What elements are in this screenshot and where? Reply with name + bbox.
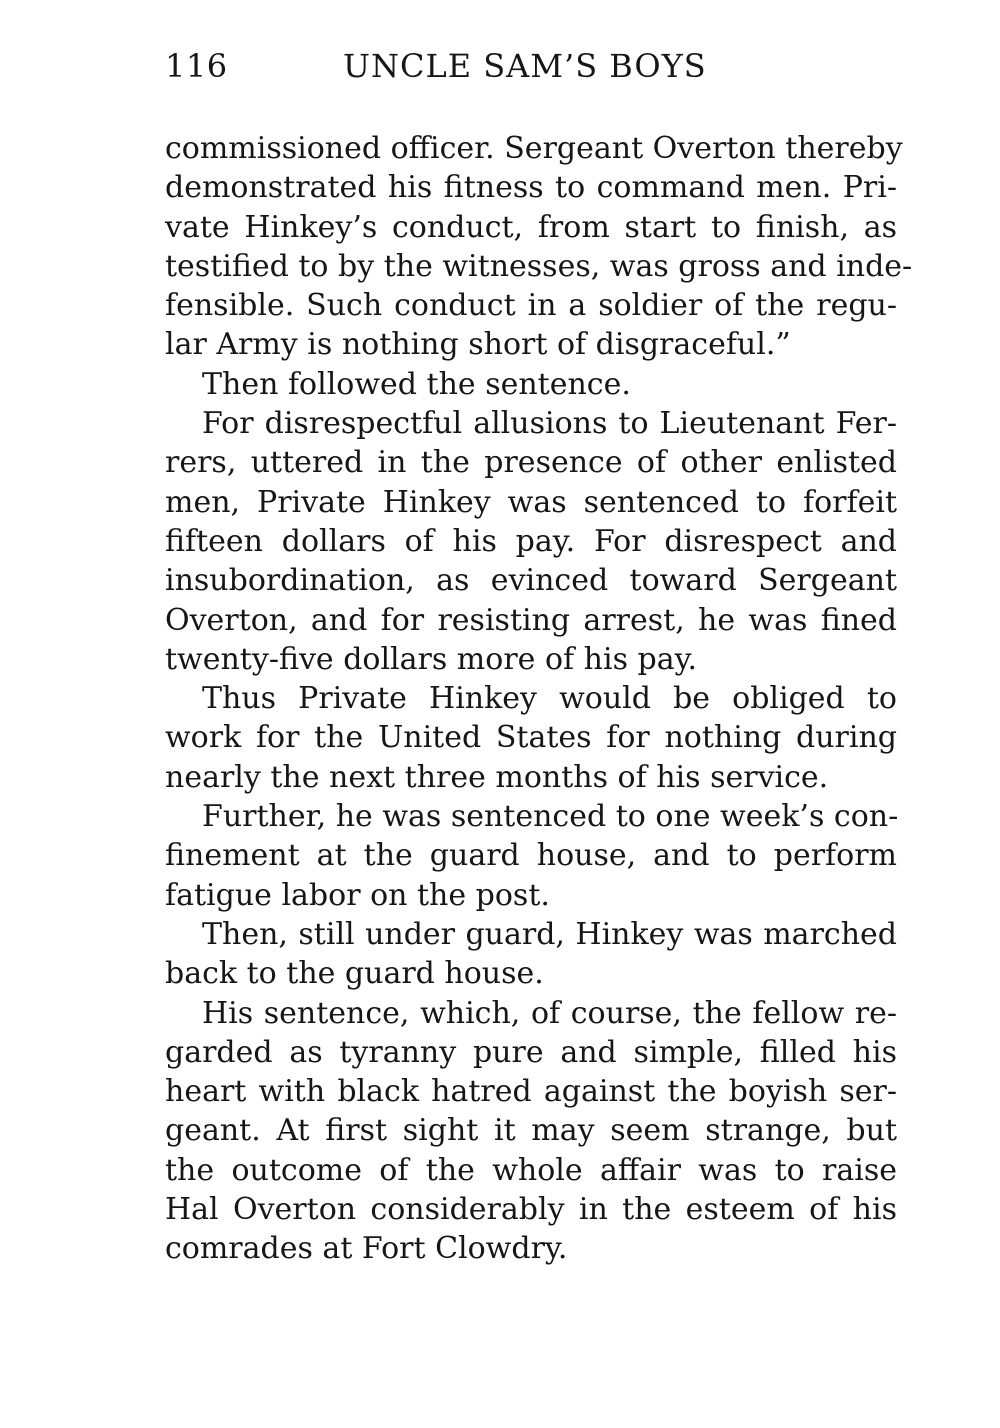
- paragraph-5: [165, 797, 897, 915]
- text-line: demonstrated his fitness to command men. Pri-: [165, 170, 897, 206]
- text-line: back to the guard house.: [165, 956, 544, 992]
- text-line: For disrespectful allusions to Lieutenant Fer-: [202, 406, 897, 442]
- paragraph-2: [165, 365, 897, 404]
- text-line: lar Army is nothing short of disgraceful.”: [165, 327, 791, 363]
- text-line: fensible. Such conduct in a soldier of the regu-: [165, 288, 897, 324]
- text-line: men, Private Hinkey was sentenced to forfeit: [165, 484, 897, 520]
- text-line: Then followed the sentence.: [202, 366, 631, 402]
- text-line: Overton, and for resisting arrest, he was fined: [165, 602, 897, 638]
- page-number: 116: [165, 47, 228, 85]
- text-line: fatigue labor on the post.: [165, 877, 550, 913]
- text-line: work for the United States for nothing during: [165, 720, 897, 756]
- paragraph-4: [165, 679, 897, 797]
- text-line: finement at the guard house, and to perform: [165, 838, 897, 874]
- text-line: Further, he was sentenced to one week’s con-: [202, 799, 899, 835]
- text-line: the outcome of the whole affair was to raise: [165, 1152, 897, 1188]
- text-line: Thus Private Hinkey would be obliged to: [202, 681, 897, 717]
- text-line: garded as tyranny pure and simple, filled his: [165, 1034, 897, 1070]
- body-text: [165, 129, 913, 1269]
- text-line: Then, still under guard, Hinkey was marched: [202, 916, 897, 952]
- text-line: His sentence, which, of course, the fellow re-: [202, 995, 897, 1031]
- paragraph-7: [165, 994, 897, 1269]
- text-line: twenty-five dollars more of his pay.: [165, 641, 698, 677]
- text-line: fifteen dollars of his pay. For disrespect and: [165, 523, 897, 559]
- text-line: nearly the next three months of his service.: [165, 759, 829, 795]
- text-line: rers, uttered in the presence of other enlisted: [165, 445, 897, 481]
- text-line: vate Hinkey’s conduct, from start to finish, as: [165, 209, 897, 245]
- text-line: heart with black hatred against the boyish ser-: [165, 1074, 897, 1110]
- text-line: testified to by the witnesses, was gross and inde-: [165, 248, 913, 284]
- text-line: Hal Overton considerably in the esteem of his: [165, 1192, 897, 1228]
- text-line: commissioned officer. Sergeant Overton thereby: [165, 131, 903, 166]
- page-header: [165, 44, 725, 88]
- running-title: UNCLE SAM’S BOYS: [343, 47, 707, 85]
- paragraph-1: [165, 129, 913, 365]
- paragraph-6: [165, 915, 897, 994]
- paragraph-3: [165, 404, 897, 679]
- text-line: insubordination, as evinced toward Sergeant: [165, 563, 897, 599]
- text-line: comrades at Fort Clowdry.: [165, 1231, 568, 1267]
- text-line: geant. At first sight it may seem strange, but: [165, 1113, 897, 1149]
